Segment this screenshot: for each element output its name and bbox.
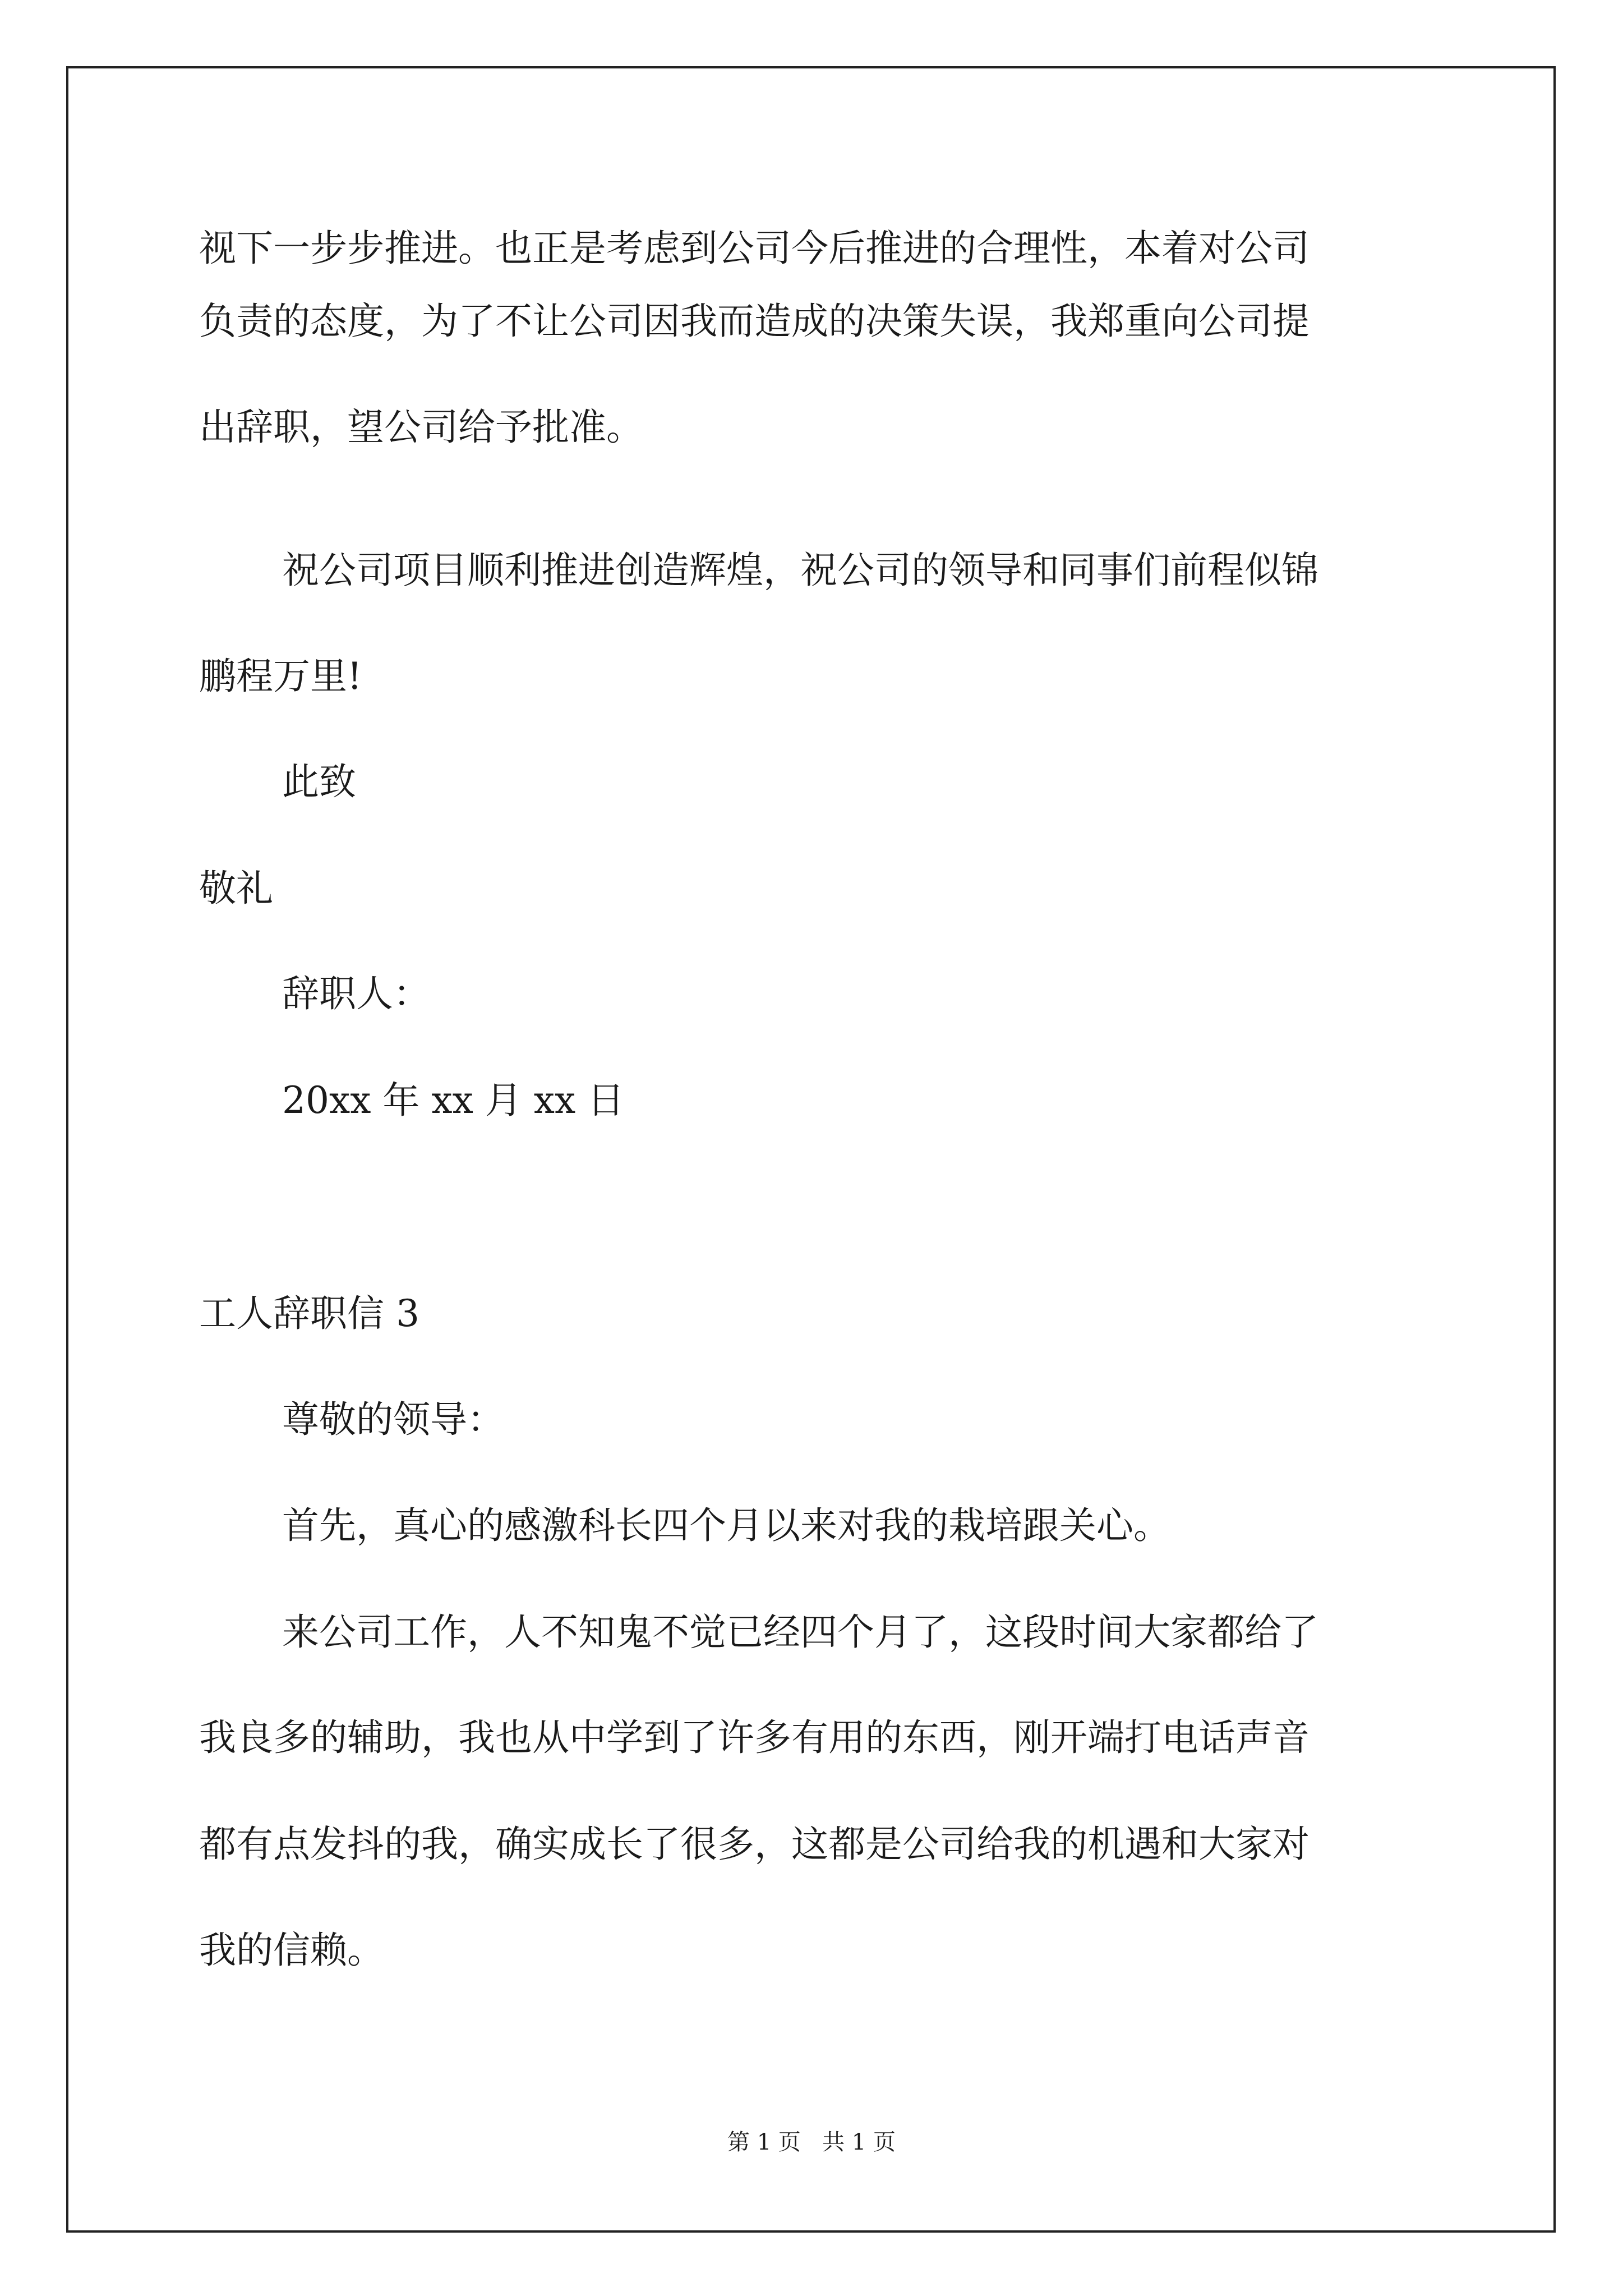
date-line: 20xx 年 xx 月 xx 日	[282, 1079, 625, 1122]
greeting: 尊敬的领导：	[282, 1398, 504, 1441]
paragraph-line: 来公司工作，人不知鬼不觉已经四个月了，这段时间大家都给了	[282, 1611, 1318, 1654]
paragraph-line: 鹏程万里!	[199, 655, 362, 698]
salutation-closing: 此致	[282, 760, 356, 803]
paragraph-line: 首先，真心的感激科长四个月以来对我的栽培跟关心。	[282, 1504, 1170, 1547]
paragraph-line: 祝公司项目顺利推进创造辉煌，祝公司的领导和同事们前程似锦	[282, 549, 1318, 592]
page-border	[66, 66, 1556, 2233]
salutation-regards: 敬礼	[199, 867, 273, 910]
paragraph-line: 都有点发抖的我，确实成长了很多，这都是公司给我的机遇和大家对	[199, 1823, 1310, 1866]
section-title: 工人辞职信 3	[199, 1292, 419, 1335]
page-footer: 第 1 页 共 1 页	[727, 2129, 896, 2155]
paragraph-line: 出辞职，望公司给予批准。	[199, 406, 643, 449]
paragraph-line: 视下一步步推进。也正是考虑到公司今后推进的合理性，本着对公司	[199, 227, 1310, 270]
signature-label: 辞职人：	[282, 972, 430, 1015]
paragraph-line: 我良多的辅助，我也从中学到了许多有用的东西，刚开端打电话声音	[199, 1716, 1310, 1759]
paragraph-line: 负责的态度，为了不让公司因我而造成的决策失误，我郑重向公司提	[199, 300, 1310, 343]
paragraph-line: 我的信赖。	[199, 1929, 384, 1972]
